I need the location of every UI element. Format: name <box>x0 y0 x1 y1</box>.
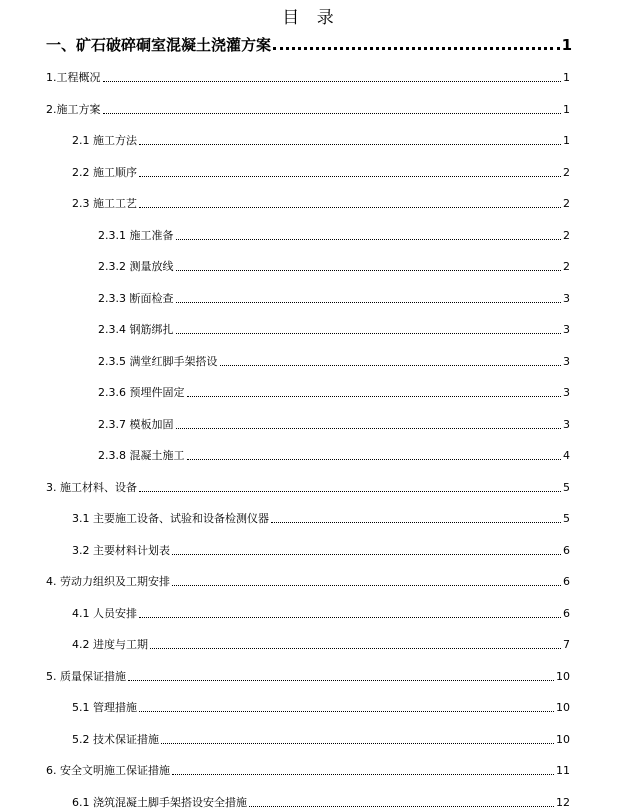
toc-dot-leader <box>139 144 561 145</box>
toc-dot-leader <box>139 207 561 208</box>
toc-entry[interactable] <box>98 323 570 337</box>
toc-entry[interactable] <box>72 733 570 747</box>
toc-entry-label: 2.3.5 满堂红脚手架搭设 <box>98 354 218 368</box>
toc-entry-page-number: 3 <box>563 291 570 305</box>
toc-entry-label: 2.施工方案 <box>46 102 101 116</box>
toc-dot-leader <box>176 428 562 429</box>
toc-entry-page-number: 2 <box>563 228 570 242</box>
toc-entry-page-number: 6 <box>563 575 570 588</box>
toc-entry-label: 5. 质量保证措施 <box>46 669 126 683</box>
toc-entry-label: 2.3.3 断面检查 <box>98 291 174 305</box>
toc-entry[interactable] <box>46 670 570 684</box>
page-title: 目 录 <box>282 8 340 28</box>
toc-entry[interactable] <box>46 481 570 495</box>
toc-entry[interactable] <box>72 166 570 180</box>
toc-entry-label: 4.2 进度与工期 <box>72 638 148 651</box>
toc-dot-leader <box>176 239 562 240</box>
toc-entry[interactable] <box>46 575 570 589</box>
toc-dot-leader <box>271 522 561 523</box>
toc-entry-label: 2.2 施工顺序 <box>72 165 137 179</box>
toc-entry-label: 2.3.1 施工准备 <box>98 228 174 242</box>
toc-entry-label: 2.1 施工方法 <box>72 134 137 147</box>
toc-entry-page-number: 6 <box>563 543 570 557</box>
toc-entry[interactable] <box>72 197 570 211</box>
toc-entry-label: 2.3.6 预埋件固定 <box>98 386 185 399</box>
toc-entry-label: 3.1 主要施工设备、试验和设备检测仪器 <box>72 512 269 525</box>
toc-entry-label: 2.3.2 测量放线 <box>98 260 174 273</box>
toc-dot-leader <box>172 774 554 775</box>
toc-entry-page-number: 5 <box>563 512 570 525</box>
toc-entry-page-number: 10 <box>556 669 570 683</box>
toc-entry-label: 6. 安全文明施工保证措施 <box>46 764 170 777</box>
toc-entry[interactable] <box>46 36 572 54</box>
toc-entry[interactable] <box>72 544 570 558</box>
toc-entry-label: 6.1 浇筑混凝土脚手架搭设安全措施 <box>72 795 247 809</box>
toc-dot-leader <box>139 491 561 492</box>
toc-dot-leader <box>139 711 554 712</box>
toc-entry[interactable] <box>46 103 570 117</box>
toc-entry[interactable] <box>72 638 570 652</box>
toc-entry-page-number: 3 <box>563 417 570 431</box>
toc-entry-page-number: 6 <box>563 606 570 620</box>
toc-entry[interactable] <box>72 134 570 148</box>
toc-entry[interactable] <box>72 796 570 810</box>
toc-entry-page-number: 4 <box>563 449 570 462</box>
toc-entry-page-number: 2 <box>563 197 570 210</box>
toc-entry[interactable] <box>98 355 570 369</box>
toc-entry-label: 2.3.8 混凝土施工 <box>98 449 185 462</box>
toc-entry[interactable] <box>98 386 570 400</box>
toc-entry[interactable] <box>72 607 570 621</box>
toc-entry-label: 4. 劳动力组织及工期安排 <box>46 575 170 588</box>
toc-entry[interactable] <box>72 701 570 715</box>
toc-dot-leader <box>150 648 561 649</box>
toc-dot-leader <box>103 81 562 82</box>
toc-entry[interactable] <box>98 449 570 463</box>
toc-entry[interactable] <box>98 260 570 274</box>
toc-entry-page-number: 2 <box>563 260 570 273</box>
toc-entry-label: 3. 施工材料、设备 <box>46 480 137 494</box>
toc-entry-label: 2.3.7 模板加固 <box>98 417 174 431</box>
toc-dot-leader <box>187 459 562 460</box>
toc-entry-page-number: 1 <box>561 36 572 54</box>
toc-entry-label: 2.3.4 钢筋绑扎 <box>98 323 174 336</box>
toc-dot-leader <box>176 270 562 271</box>
toc-entry-page-number: 7 <box>563 638 570 651</box>
toc-entry[interactable] <box>46 764 570 778</box>
toc-dot-leader <box>161 743 554 744</box>
toc-entry-page-number: 10 <box>556 701 570 714</box>
toc-entry-label: 4.1 人员安排 <box>72 606 137 620</box>
toc-entry-page-number: 3 <box>563 323 570 336</box>
toc-entry-label: 5.1 管理措施 <box>72 701 137 714</box>
toc-entry[interactable] <box>98 418 570 432</box>
toc-dot-leader <box>172 554 561 555</box>
toc-dot-leader <box>139 176 561 177</box>
toc-entry-label: 1.工程概况 <box>46 71 101 84</box>
toc-dot-leader <box>176 333 562 334</box>
toc-entry-page-number: 12 <box>556 795 570 809</box>
toc-entry-label: 3.2 主要材料计划表 <box>72 543 170 557</box>
toc-entry-page-number: 3 <box>563 386 570 399</box>
toc-entry-label: 5.2 技术保证措施 <box>72 732 159 746</box>
toc-entry[interactable] <box>98 229 570 243</box>
toc-entry[interactable] <box>72 512 570 526</box>
toc-dot-leader <box>172 585 561 586</box>
toc-entry-page-number: 11 <box>556 764 570 777</box>
toc-dot-leader <box>139 617 561 618</box>
toc-dot-leader <box>220 365 562 366</box>
toc-entry-page-number: 5 <box>563 480 570 494</box>
toc-entry-page-number: 3 <box>563 354 570 368</box>
toc-dot-leader <box>176 302 562 303</box>
toc-entry-page-number: 1 <box>563 102 570 116</box>
toc-dot-leader <box>249 806 554 807</box>
toc-entry-page-number: 1 <box>563 71 570 84</box>
toc-entry-page-number: 10 <box>556 732 570 746</box>
toc-entry-page-number: 2 <box>563 165 570 179</box>
toc-entry[interactable] <box>46 71 570 85</box>
toc-entry[interactable] <box>98 292 570 306</box>
toc-entry-label: 一、矿石破碎硐室混凝土浇灌方案 <box>46 36 272 54</box>
toc-dot-leader <box>187 396 562 397</box>
toc-dot-leader <box>273 47 560 50</box>
toc-dot-leader <box>103 113 562 114</box>
toc-dot-leader <box>128 680 554 681</box>
toc-entry-label: 2.3 施工工艺 <box>72 197 137 210</box>
toc-entry-page-number: 1 <box>563 134 570 147</box>
